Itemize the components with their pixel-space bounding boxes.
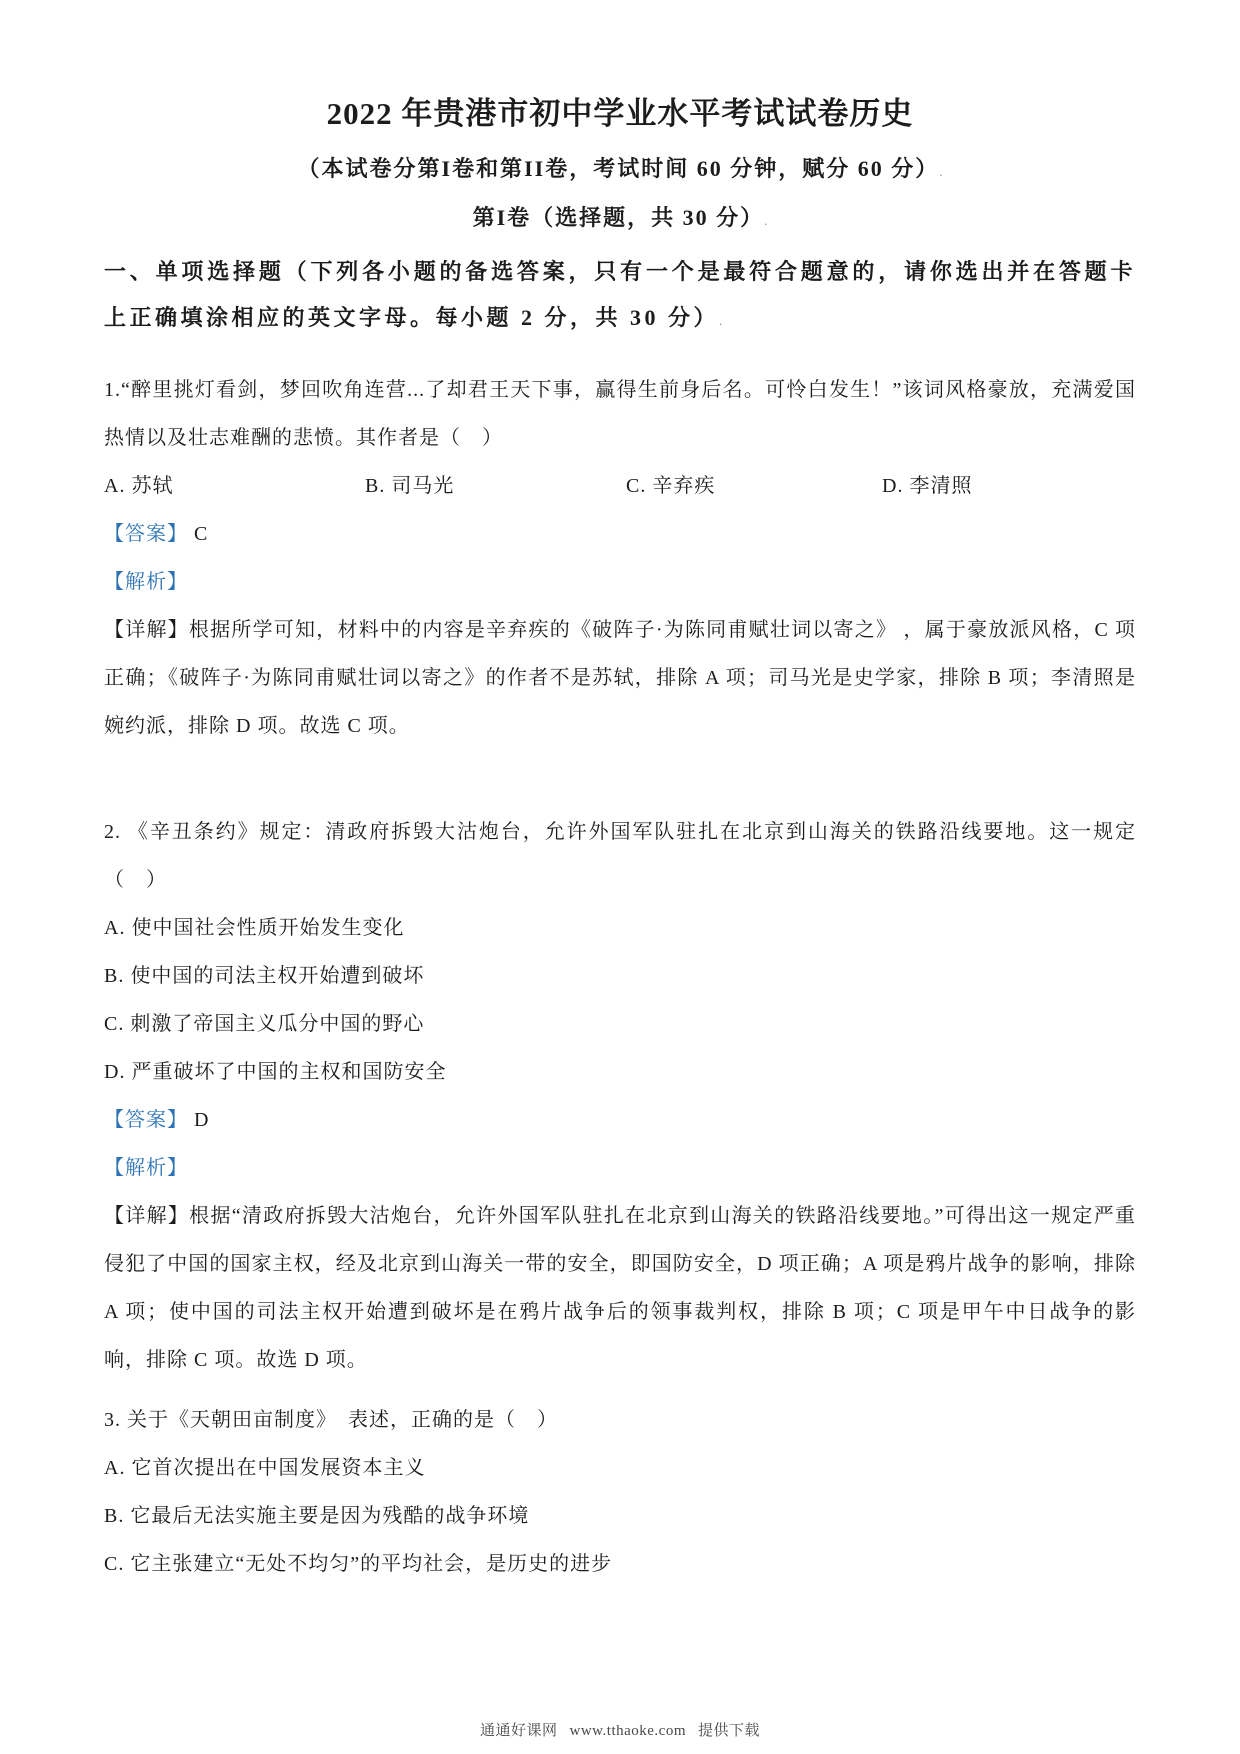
question-3-option-a: A. 它首次提出在中国发展资本主义: [104, 1457, 426, 1479]
question-3-option-b: B. 它最后无法实施主要是因为残酷的战争环境: [104, 1505, 530, 1527]
analysis-label: 【解析】: [104, 1157, 188, 1179]
instructions-period-mark: .: [719, 313, 723, 328]
download-watermark: [0, 1719, 1240, 1740]
question-1-options: [104, 462, 1136, 510]
section-heading: [104, 202, 1136, 237]
question-1-analysis-line: [104, 558, 1136, 606]
question-1-option-c: C. 辛弃疾: [626, 475, 716, 497]
answer-label: 【答案】: [104, 1109, 188, 1131]
question-3-options: [104, 1444, 1136, 1588]
paper-subtitle-text: （本试卷分第I卷和第II卷，考试时间 60 分钟，赋分 60 分）: [297, 156, 940, 181]
question-2-option-c: C. 刺激了帝国主义瓜分中国的野心: [104, 1013, 425, 1035]
question-1-stem: 1.“醉里挑灯看剑，梦回吹角连营...了却君王天下事，赢得生前身后名。可怜白发生！”该词风格豪放，充满爱国热情以及壮志难酬的悲愤。其作者是（ ）: [104, 379, 1136, 449]
question-1-detail: [104, 606, 1136, 750]
question-2-option-a: A. 使中国社会性质开始发生变化: [104, 917, 405, 939]
question-1-answer-line: [104, 510, 1136, 558]
section-period-mark: .: [764, 213, 768, 228]
question-1-option-b: B. 司马光: [365, 475, 455, 497]
question-3-stem: 3. 关于《天朝田亩制度》 表述，正确的是（ ）: [104, 1409, 558, 1431]
question-2-analysis-line: [104, 1144, 1136, 1192]
question-3: [104, 1396, 1136, 1588]
question-2: [104, 808, 1136, 1384]
question-2-options: [104, 904, 1136, 1096]
question-1-option-a: A. 苏轼: [104, 475, 174, 497]
section-heading-text: 第I卷（选择题，共 30 分）: [472, 205, 765, 230]
watermark-suffix: 提供下载: [698, 1723, 761, 1739]
section-instructions: [104, 249, 1136, 344]
watermark-url: www.tthaoke.com: [569, 1723, 686, 1739]
page-title: 2022 年贵港市初中学业水平考试试卷历史: [326, 96, 914, 131]
question-1-answer-value: C: [194, 523, 209, 545]
section-instructions-text: 一、单项选择题（下列各小题的备选答案，只有一个是最符合题意的，请你选出并在答题卡上正确填涂相应的英文字母。每小题 2 分，共 30 分）: [104, 259, 1136, 330]
question-2-answer-value: D: [194, 1109, 210, 1131]
subtitle-period-mark: .: [939, 164, 943, 179]
watermark-site-name: 通通好课网: [479, 1723, 558, 1739]
question-1-detail-text: 根据所学可知，材料中的内容是辛弃疾的《破阵子·为陈同甫赋壮词以寄之》 ，属于豪放派风格，C 项正确；《破阵子·为陈同甫赋壮词以寄之》的作者不是苏轼，排除 A 项；司马光是史学家，排除 B 项；李清照是婉约派，排除 D 项。故选 C 项。: [104, 619, 1137, 737]
question-2-answer-line: [104, 1096, 1136, 1144]
question-3-option-c: C. 它主张建立“无处不均匀”的平均社会，是历史的进步: [104, 1553, 613, 1575]
question-2-option-d: D. 严重破坏了中国的主权和国防安全: [104, 1061, 447, 1083]
answer-label: 【答案】: [104, 523, 188, 545]
question-1-option-d: D. 李清照: [882, 475, 973, 497]
analysis-label: 【解析】: [104, 571, 188, 593]
paper-subtitle: [104, 153, 1136, 188]
question-1: [104, 366, 1136, 750]
question-2-detail-text: 根据“清政府拆毁大沽炮台，允许外国军队驻扎在北京到山海关的铁路沿线要地。”可得出这一规定严重侵犯了中国的国家主权，经及北京到山海关一带的安全，即国防安全，D 项正确；A 项是鸦片战争的影响，排除 A 项；使中国的司法主权开始遭到破坏是在鸦片战争后的领事裁判权，排除 B 项；C 项是甲午中日战争的影响，排除 C 项。故选 D 项。: [104, 1205, 1136, 1371]
detail-label: 【详解】: [104, 619, 189, 641]
detail-label: 【详解】: [104, 1205, 190, 1227]
question-2-stem: 2. 《辛丑条约》规定：清政府拆毁大沽炮台，允许外国军队驻扎在北京到山海关的铁路沿线要地。这一规定（ ）: [104, 821, 1136, 891]
question-2-detail: [104, 1192, 1136, 1384]
question-2-option-b: B. 使中国的司法主权开始遭到破坏: [104, 965, 425, 987]
